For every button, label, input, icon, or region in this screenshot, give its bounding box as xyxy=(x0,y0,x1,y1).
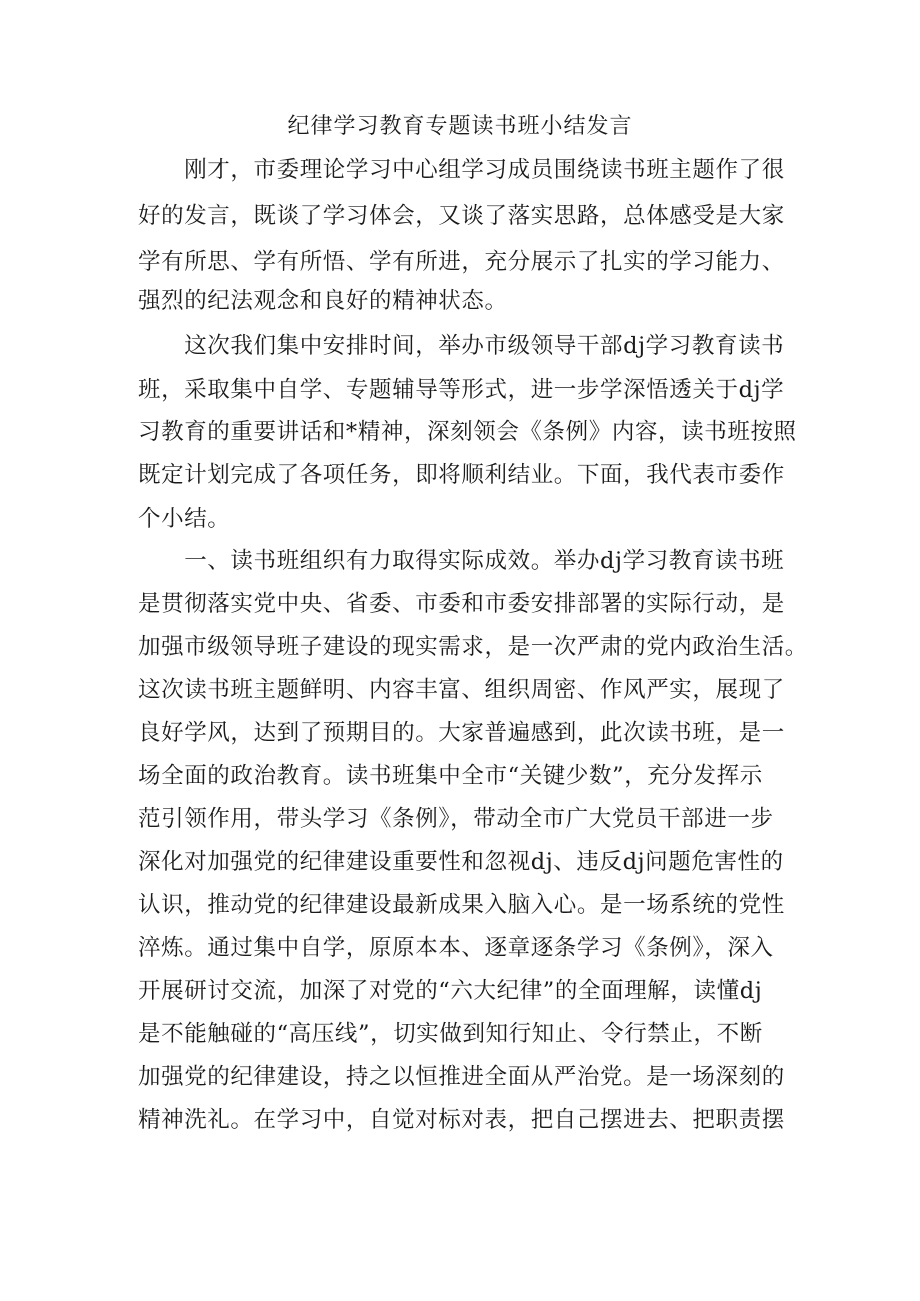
document-title: 纪律学习教育专题读书班小结发言 xyxy=(287,114,633,139)
text-line: 精神洗礼。在学习中，自觉对标对表，把自己摆进去、把职责摆 xyxy=(138,1107,785,1133)
text-line: 加强市级领导班子建设的现实需求，是一次严肃的党内政治生活。 xyxy=(138,634,808,660)
text-line: 学有所思、学有所悟、学有所进，充分展示了扎实的学习能力、 xyxy=(138,249,785,275)
text-line: 深化对加强党的纪律建设重要性和忽视dj、违反dj问题危害性的 xyxy=(138,849,784,875)
text-line: 个小结。 xyxy=(138,506,231,532)
text-line: 一、读书班组织有力取得实际成效。举办dj学习教育读书班 xyxy=(138,548,785,574)
text-line: 班，采取集中自学、专题辅导等形式，进一步学深悟透关于dj学 xyxy=(138,377,785,403)
text-line: 加强党的纪律建设，持之以恒推进全面从严治党。是一场深刻的 xyxy=(138,1064,785,1090)
text-line: 淬炼。通过集中自学，原原本本、逐章逐条学习《条例》，深入 xyxy=(138,935,774,961)
text-line: 良好学风，达到了预期目的。大家普遍感到，此次读书班，是一 xyxy=(138,720,785,746)
text-line: 是贯彻落实党中央、省委、市委和市委安排部署的实际行动，是 xyxy=(138,591,785,617)
text-line: 刚才，市委理论学习中心组学习成员围绕读书班主题作了很 xyxy=(138,157,785,183)
text-line: 习教育的重要讲话和*精神，深刻领会《条例》内容，读书班按照 xyxy=(138,419,797,445)
text-line: 是不能触碰的“高压线”，切实做到知行知止、令行禁止，不断 xyxy=(138,1021,763,1047)
text-line: 这次读书班主题鲜明、内容丰富、组织周密、作风严实，展现了 xyxy=(138,677,785,703)
text-line: 这次我们集中安排时间，举办市级领导干部dj学习教育读书 xyxy=(138,333,785,359)
text-line: 场全面的政治教育。读书班集中全市“关键少数”，充分发挥示 xyxy=(138,763,763,789)
text-line: 认识，推动党的纪律建设最新成果入脑入心。是一场系统的党性 xyxy=(138,892,785,918)
text-line: 好的发言，既谈了学习体会，又谈了落实思路，总体感受是大家 xyxy=(138,203,785,229)
text-line: 开展研讨交流，加深了对党的“六大纪律”的全面理解，读懂dj xyxy=(138,978,763,1004)
text-line: 范引领作用，带头学习《条例》，带动全市广大党员干部进一步 xyxy=(138,806,774,832)
text-line: 既定计划完成了各项任务，即将顺利结业。下面，我代表市委作 xyxy=(138,462,785,488)
text-line: 强烈的纪法观念和良好的精神状态。 xyxy=(138,288,508,314)
